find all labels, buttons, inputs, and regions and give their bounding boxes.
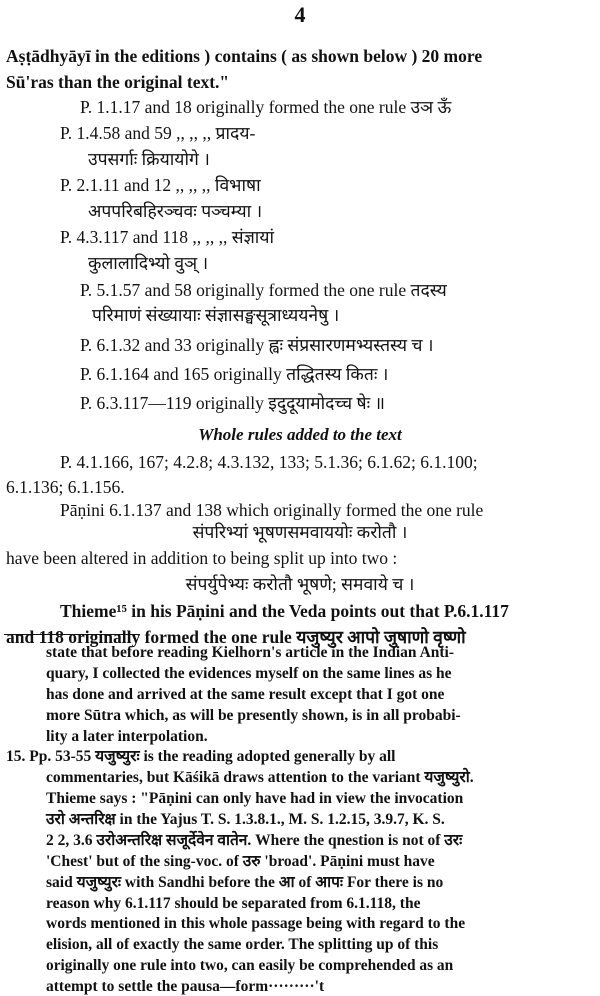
footnote-line: has done and arrived at the same result except that I got one <box>46 685 445 703</box>
body-line: Pāṇini 6.1.137 and 138 which originally formed the one rule <box>60 500 484 520</box>
body-line: Thieme¹⁵ in his Pāṇini and the Veda points out that P.6.1.117 <box>60 601 509 621</box>
body-line: P. 4.1.166, 167; 4.2.8; 4.3.132, 133; 5.1.36; 6.1.62; 6.1.100; <box>60 452 478 472</box>
footnote-line: reason why 6.1.117 should be separated from 6.1.118, the <box>46 894 421 912</box>
footnote-line: commentaries, but Kāśikā draws attention to the variant यजुष्युरो. <box>46 769 474 787</box>
footnote-line: originally one rule into two, can easily be comprehended as an <box>46 957 454 975</box>
body-line: and 118 originally formed the one rule यजुष्युर आपो जुषाणो वृष्णो <box>6 627 466 647</box>
footnote-line: state that before reading Kielhorn's article in the Indian Anti- <box>46 644 455 661</box>
rule-line: P. 2.1.11 and 12 ,, ,, ,, विभाषा <box>60 175 261 195</box>
footnote-separator <box>4 634 140 635</box>
footnote-line: elision, all of exactly the same order. The splitting up of this <box>46 936 439 954</box>
footnote-line: उरो अन्तरिक्ष in the Yajus T. S. 1.3.8.1., M. S. 1.2.15, 3.9.7, K. S. <box>46 811 445 828</box>
rule-line: P. 6.1.164 and 165 originally तद्धितस्य कितः । <box>80 364 389 384</box>
sanskrit-line: संपरिभ्यां भूषणसमवाययोः करोतौ । <box>192 522 408 542</box>
rule-line: P. 5.1.57 and 58 originally formed the one rule तदस्य <box>80 280 447 300</box>
footnote-line: Thieme says : "Pāṇini can only have had in view the invocation <box>46 790 464 808</box>
sanskrit-line: उपसर्गाः क्रियायोगे । <box>88 149 210 169</box>
footnote-line: quary, I collected the evidences myself on the same lines as he <box>46 664 452 682</box>
footnote-line: 'Chest' but of the sing-voc. of उरु 'broad'. Pāṇini must have <box>46 852 435 870</box>
footnote-line: more Sūtra which, as will be presently shown, is in all probabi- <box>46 706 461 724</box>
rule-line: P. 6.3.117—119 originally इदुदूयामोदच्च षेः ॥ <box>80 393 386 413</box>
sanskrit-line: परिमाणं संख्यायाः संज्ञासङ्घसूत्राध्ययनेषु । <box>92 305 340 325</box>
body-line: Sū'ras than the original text." <box>6 72 230 92</box>
sanskrit-line: अपपरिबहिरञ्चवः पञ्चम्या । <box>88 201 263 221</box>
sanskrit-line: संपर्युपेभ्यः करोतौ भूषणे; समवाये च । <box>185 574 415 594</box>
footnote-line: lity a later interpolation. <box>46 727 208 745</box>
rule-line: P. 1.4.58 and 59 ,, ,, ,, प्रादय- <box>60 123 256 143</box>
footnote-line: said यजुष्युरः with Sandhi before the आ of आपः For there is no <box>46 873 444 891</box>
footnote-line-last: attempt to settle the pausa—form·········'t <box>46 978 325 995</box>
body-line: Aṣṭādhyāyī in the editions ) contains ( as shown below ) 20 more <box>6 46 483 66</box>
section-heading: Whole rules added to the text <box>198 425 402 444</box>
body-line: 6.1.136; 6.1.156. <box>6 477 125 497</box>
body-line: have been altered in addition to being split up into two : <box>6 548 398 568</box>
footnote-line: 2 2, 3.6 उरोअन्तरिक्ष सजूर्देवेन वातेन. Where the qnestion is not of उरः <box>46 831 463 849</box>
rule-line: P. 4.3.117 and 118 ,, ,, ,, संज्ञायां <box>60 227 275 247</box>
rule-line: P. 1.1.17 and 18 originally formed the one rule उञ ऊँ <box>80 97 452 117</box>
rule-line: P. 6.1.32 and 33 originally ह्वः संप्रसारणमभ्यस्तस्य च । <box>80 335 434 355</box>
sanskrit-line: कुलालादिभ्यो वुञ् । <box>88 253 209 273</box>
footnote-line: words mentioned in this whole passage being with regard to the <box>46 915 466 933</box>
footnote-line: 15. Pp. 53-55 यजुष्युरः is the reading adopted generally by all <box>6 748 396 766</box>
page-number: 4 <box>294 2 306 27</box>
